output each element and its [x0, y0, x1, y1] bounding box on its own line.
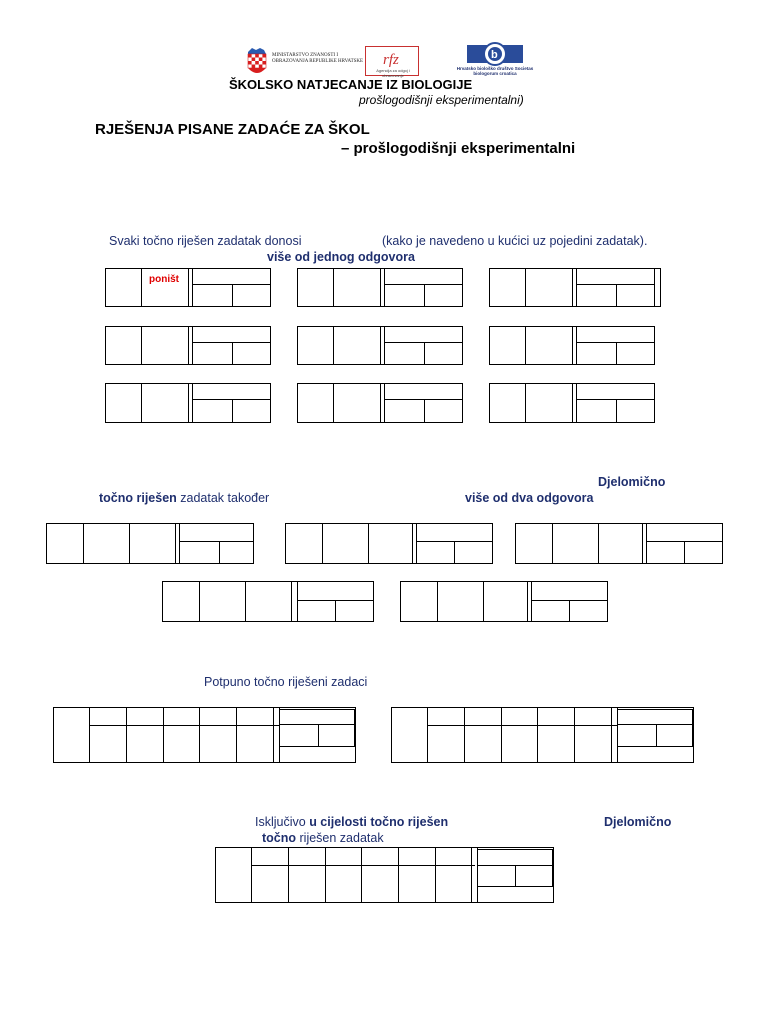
- section4-text-line1: [255, 815, 448, 829]
- section1-text-left: Svaki točno riješen zadatak donosi: [109, 234, 302, 248]
- answer-box: [489, 326, 655, 365]
- competition-title: ŠKOLSKO NATJECANJE IZ BIOLOGIJE: [229, 77, 473, 92]
- section3-text: Potpuno točno riješeni zadaci: [204, 675, 368, 689]
- svg-text:rfz: rfz: [383, 52, 399, 67]
- section2-normal-text: zadatak također: [176, 491, 270, 505]
- cancelled-note: poništ: [149, 274, 179, 285]
- section2-partial-label: Djelomično: [598, 475, 666, 489]
- agency-logo: [365, 46, 419, 76]
- answer-box: [489, 268, 661, 307]
- svg-text:b: b: [491, 49, 498, 61]
- answer-box: [515, 523, 723, 564]
- document-heading-line1: RJEŠENJA PISANE ZADAĆE ZA ŠKOL: [95, 121, 370, 138]
- answer-box: [297, 383, 463, 423]
- agency-name: Agencija za odgoj i obrazovanje: [376, 68, 410, 78]
- answer-box: [46, 523, 254, 564]
- competition-subtitle: prošlogodišnji eksperimentalni): [359, 93, 524, 107]
- section4-normal-text: Isključivo: [255, 815, 310, 829]
- answer-box: [162, 581, 374, 622]
- section2-bold-text: točno riješen: [99, 491, 177, 505]
- document-heading-line2: – prošlogodišnji eksperimentalni: [341, 140, 576, 157]
- biology-society-name: Hrvatsko biološko društvo Societas biologorum croatica: [456, 66, 534, 76]
- section4-normal-text-2: riješen zadatak: [296, 831, 384, 845]
- section4-partial-label: Djelomično: [604, 815, 672, 829]
- section4-bold-text: u cijelosti točno riješen: [309, 815, 449, 829]
- section4-text-line2: [262, 831, 384, 845]
- answer-box-wide: [391, 707, 694, 763]
- section2-text-right: više od dva odgovora: [465, 491, 594, 505]
- answer-box: [489, 383, 655, 423]
- ministry-name: MINISTARSTVO ZNANOSTI I OBRAZOVANJA REPUBLIKE HRVATSKE: [272, 53, 364, 64]
- answer-box-wide: [215, 847, 554, 903]
- section2-text-left: [99, 491, 269, 505]
- agency-mark-icon: [380, 49, 404, 67]
- section1-text-bold: više od jednog odgovora: [267, 250, 415, 264]
- answer-box: [285, 523, 493, 564]
- croatian-coat-of-arms-icon: [246, 46, 268, 78]
- answer-box: [105, 268, 271, 307]
- answer-box: [400, 581, 608, 622]
- answer-box-wide: [53, 707, 356, 763]
- section4-bold-text-2: točno: [262, 831, 297, 845]
- answer-box: [297, 268, 463, 307]
- answer-box: [105, 326, 271, 365]
- answer-box: [105, 383, 271, 423]
- section1-text-right: (kako je navedeno u kućici uz pojedini zadatak).: [382, 234, 648, 248]
- answer-box: [297, 326, 463, 365]
